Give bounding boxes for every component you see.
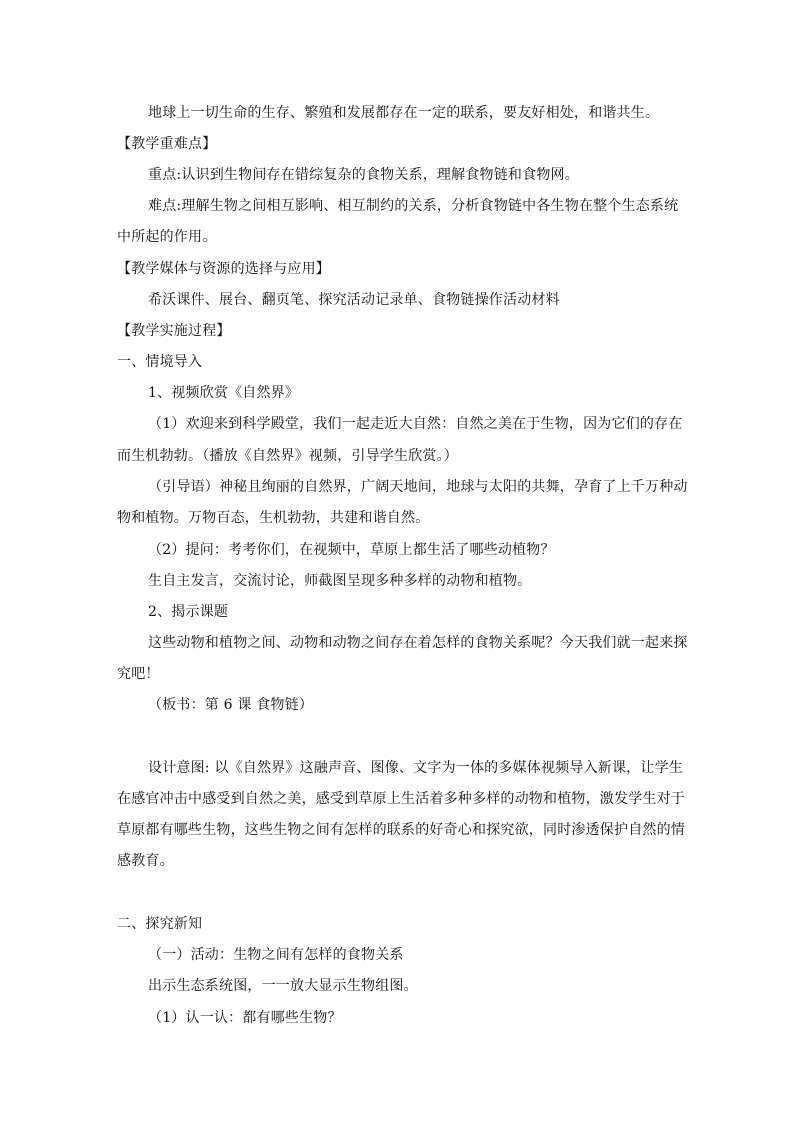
difficulty-text-line1: 难点:理解生物之间相互影响、相互制约的关系，分析食物链中各生物在整个生态系统 xyxy=(148,198,679,214)
paragraph-welcome-line1: （1）欢迎来到科学殿堂，我们一起走近大自然：自然之美在于生物，因为它们的存在 xyxy=(148,416,683,432)
intro-sentence: 地球上一切生命的生存、繁殖和发展都存在一定的联系，要友好相处，和谐共生。 xyxy=(148,105,660,121)
design-intent-line1: 设计意图: 以《自然界》这融声音、图像、文字为一体的多媒体视频导入新课，让学生 xyxy=(148,760,683,776)
paragraph-discussion: 生自主发言，交流讨论，师截图呈现多种多样的动物和植物。 xyxy=(148,573,532,589)
section-two-title: 二、探究新知 xyxy=(117,916,203,932)
paragraph-identify: （1）认一认：都有哪些生物？ xyxy=(148,1010,342,1026)
design-intent-line4: 感教育。 xyxy=(117,853,174,869)
paragraph-welcome-line2: 而生机勃勃。（播放《自然界》视频，引导学生欣赏。） xyxy=(117,448,458,464)
heading-key-difficulties: 【教学重难点】 xyxy=(117,136,217,152)
difficulty-text-line2: 中所起的作用。 xyxy=(117,229,217,245)
paragraph-question: （2）提问：考考你们，在视频中，草原上都生活了哪些动植物？ xyxy=(148,542,555,558)
design-intent-line3: 草原都有哪些生物，这些生物之间有怎样的联系的好奇心和探究欲，同时渗透保护自然的情 xyxy=(117,822,685,838)
paragraph-ecosystem: 出示生态系统图，一一放大显示生物组图。 xyxy=(148,978,418,994)
subsection-video-title: 1、视频欣赏《自然界》 xyxy=(148,385,300,401)
paragraph-reveal-line1: 这些动物和植物之间、动物和动物之间存在着怎样的食物关系呢？今天我们就一起来探 xyxy=(148,635,688,651)
media-resources-text: 希沃课件、展台、翻页笔、探究活动记录单、食物链操作活动材料 xyxy=(148,292,560,308)
paragraph-guide-line2: 物和植物。万物百态，生机勃勃，共建和谐自然。 xyxy=(117,510,430,526)
activity-one-title: （一）活动：生物之间有怎样的食物关系 xyxy=(148,947,404,963)
design-intent-line2: 在感官冲击中感受到自然之美，感受到草原上生活着多种多样的动物和植物，激发学生对于 xyxy=(117,791,685,807)
section-one-title: 一、情境导入 xyxy=(117,354,203,370)
paragraph-reveal-line2: 究吧！ xyxy=(117,666,160,682)
paragraph-guide-line1: （引导语）神秘且绚丽的自然界，广阔天地间，地球与太阳的共舞，孕育了上千万种动 xyxy=(148,479,688,495)
heading-teaching-process: 【教学实施过程】 xyxy=(117,323,231,339)
key-point-text: 重点:认识到生物间存在错综复杂的食物关系，理解食物链和食物网。 xyxy=(148,167,579,183)
heading-media-resources: 【教学媒体与资源的选择与应用】 xyxy=(117,261,330,277)
subsection-reveal-title: 2、揭示课题 xyxy=(148,604,229,620)
blackboard-note: （板书：第 6 课 食物链） xyxy=(148,697,314,713)
